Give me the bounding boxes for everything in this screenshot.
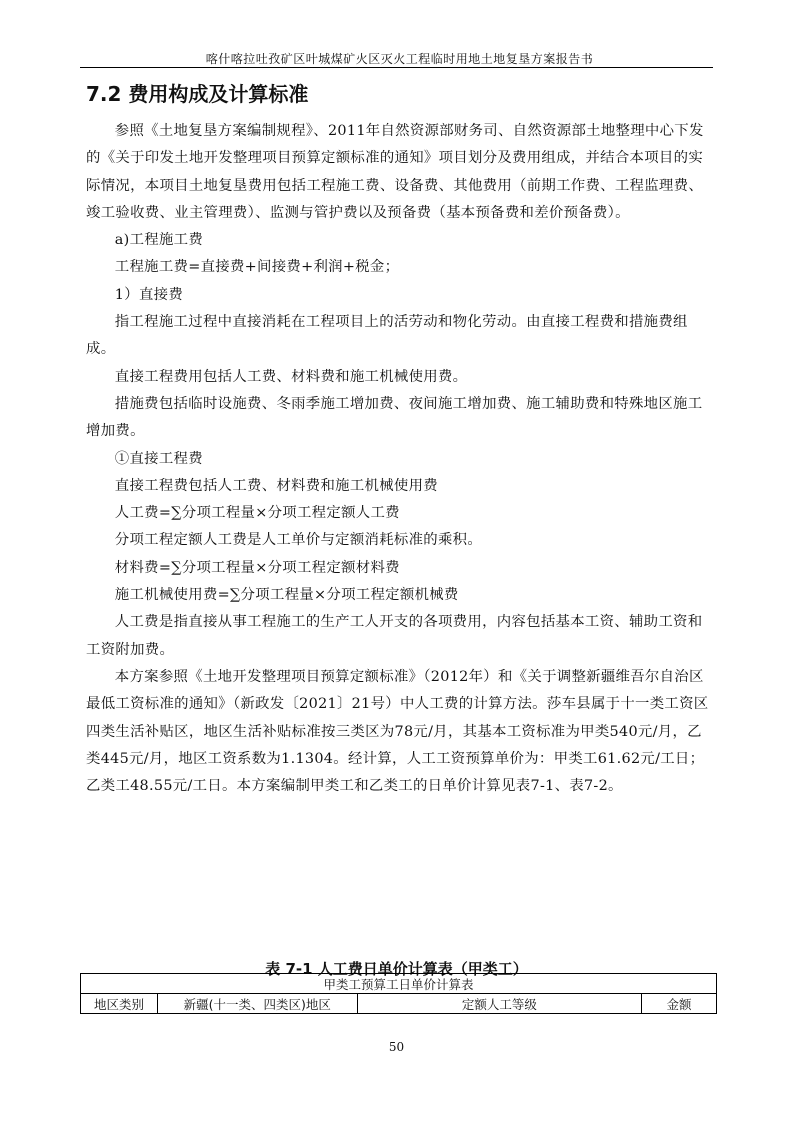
paragraph: 措施费包括临时设施费、冬雨季施工增加费、夜间施工增加费、施工辅助费和特殊地区施工增加费。 bbox=[86, 395, 703, 440]
paragraph: ①直接工程费 bbox=[114, 450, 203, 467]
page-number: 50 bbox=[388, 1040, 405, 1054]
body-text bbox=[86, 118, 713, 800]
paragraph: 直接工程费用包括人工费、材料费和施工机械使用费。 bbox=[114, 368, 468, 385]
table-header-row bbox=[81, 994, 717, 1014]
paragraph: 指工程施工过程中直接消耗在工程项目上的活劳动和物化劳动。由直接工程费和措施费组成。 bbox=[86, 314, 688, 358]
paragraph: 直接工程费包括人工费、材料费和施工机械使用费 bbox=[114, 477, 438, 494]
header-divider bbox=[80, 67, 713, 68]
page-header: 喀什喀拉吐孜矿区叶城煤矿火区灭火工程临时用地土地复垦方案报告书 bbox=[205, 52, 594, 66]
table-header-cell: 地区类别 bbox=[81, 994, 158, 1014]
table-header-cell: 新疆(十一类、四类区)地区 bbox=[157, 994, 357, 1014]
wage-table bbox=[80, 973, 717, 1014]
paragraph: 参照《土地复垦方案编制规程》、2011年自然资源部财务司、自然资源部土地整理中心下发的《关于印发土地开发整理项目预算定额标准的通知》项目划分及费用组成，并结合本项目的实际情况，本项目土地复垦费用包括工程施工费、设备费、其他费用（前期工作费、工程监理费、竣工验收费、业主管理费）、监测与管护费以及预备费（基本预备费和差价预备费）。 bbox=[86, 123, 704, 221]
paragraph: 1）直接费 bbox=[114, 286, 184, 303]
paragraph: a)工程施工费 bbox=[114, 232, 204, 249]
table-header-cell: 定额人工等级 bbox=[357, 994, 642, 1014]
table-title-row bbox=[81, 974, 717, 994]
paragraph: 材料费=∑分项工程量×分项工程定额材料费 bbox=[114, 559, 400, 576]
paragraph: 人工费是指直接从事工程施工的生产工人开支的各项费用，内容包括基本工资、辅助工资和工资附加费。 bbox=[86, 614, 703, 658]
section-title: 7.2 费用构成及计算标准 bbox=[86, 82, 309, 106]
table-header-cell: 金额 bbox=[642, 994, 717, 1014]
paragraph: 人工费=∑分项工程量×分项工程定额人工费 bbox=[114, 505, 400, 522]
paragraph: 分项工程定额人工费是人工单价与定额消耗标准的乘积。 bbox=[114, 532, 483, 549]
paragraph: 施工机械使用费=∑分项工程量×分项工程定额机械费 bbox=[114, 587, 459, 604]
paragraph: 本方案参照《土地开发整理项目预算定额标准》（2012年）和《关于调整新疆维吾尔自治区最低工资标准的通知》（新政发〔2021〕21号）中人工费的计算方法。莎车县属于十一类工资区四类生活补贴区，地区生活补贴标准按三类区为78元/月，其基本工资标准为甲类540元/月，乙类445元/月，地区工资系数为1.1304。经计算，人工工资预算单价为：甲类工61.62元/工日；乙类工48.55元/工日。本方案编制甲类工和乙类工的日单价计算见表7-1、表7-2。 bbox=[86, 668, 709, 795]
table-caption: 表 7-1 人工费日单价计算表（甲类工） bbox=[265, 960, 528, 978]
table-title: 甲类工预算工日单价计算表 bbox=[81, 974, 717, 994]
paragraph: 工程施工费=直接费+间接费+利润+税金； bbox=[114, 259, 400, 276]
